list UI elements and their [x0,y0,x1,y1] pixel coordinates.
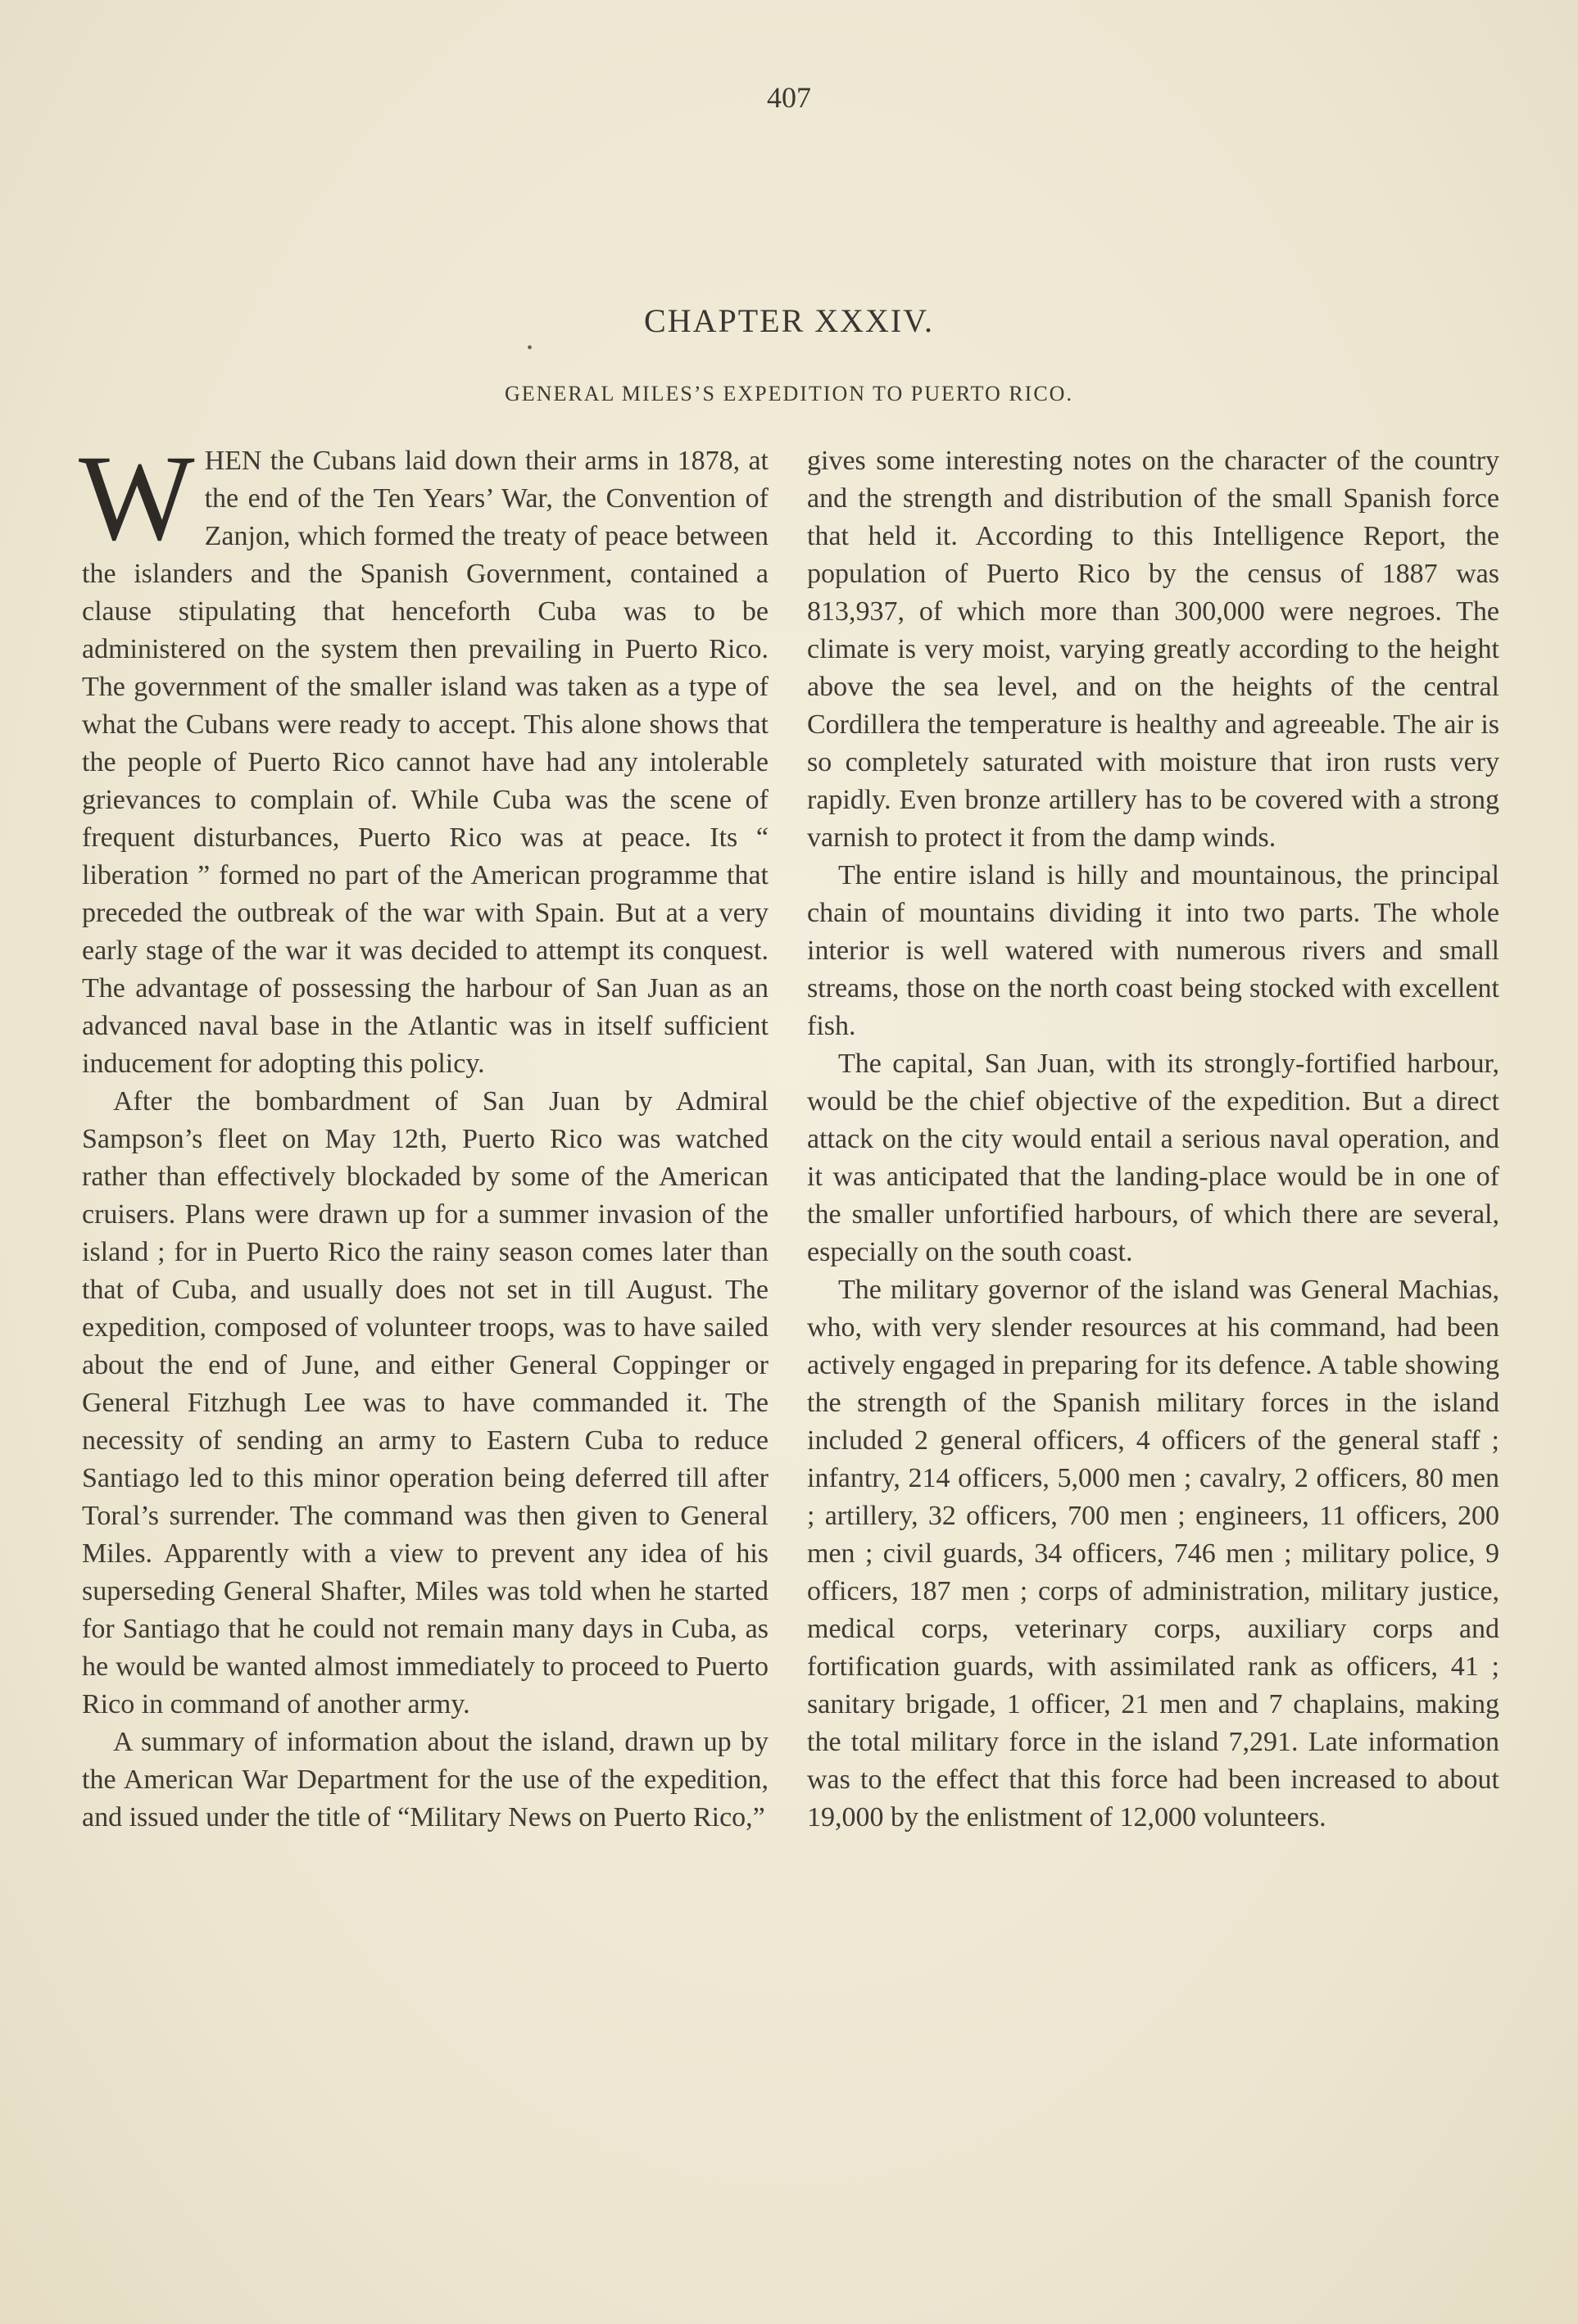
paragraph-text: HEN the Cubans laid down their arms in 1878, at the end of the Ten Years’ War, the Convention of Zanjon, which formed the treaty of peace between the islanders and the Spanish Government, contained a clause stipulating that henceforth Cuba was to be administered on the system then prevailing in Puerto Rico. The government of the smaller island was taken as a type of what the Cubans were ready to accept. This alone shows that the people of Puerto Rico cannot have had any intolerable grievances to complain of. While Cuba was the scene of frequent disturbances, Puerto Rico was at peace. Its “ liberation ” formed no part of the American programme that preceded the outbreak of the war with Spain. But at a very early stage of the war it was decided to attempt its conquest. The advantage of possessing the harbour of San Juan as an advanced naval base in the Atlantic was in itself sufficient inducement for adopting this policy. [82,446,769,1079]
paragraph: The capital, San Juan, with its strongly-fortified harbour, would be the chief objective of the expedition. But a direct attack on the city would entail a serious naval operation, and it was anticipated that the landing-place would be in one of the smaller unfortified harbours, of which there are several, especially on the south coast. [807,1049,1499,1267]
left-column [79,430,769,1837]
right-column [807,442,1499,1837]
paragraph: The military governor of the island was General Machias, who, with very slender resources at his command, had been actively engaged in preparing for its defence. A table showing the strength of the Spanish military forces in the island included 2 general officers, 4 officers of the general staff ; infantry, 214 officers, 5,000 men ; cavalry, 2 officers, 80 men ; artillery, 32 officers, 700 men ; engineers, 11 officers, 200 men ; civil guards, 34 officers, 746 men ; military police, 9 officers, 187 men ; corps of administration, military justice, medical corps, veterinary corps, auxiliary corps and fortification guards, with assimilated rank as officers, 41 ; sanitary brigade, 1 officer, 21 men and 7 chaplains, making the total military force in the island 7,291. Late information was to the effect that this force had been increased to about 19,000 by the enlistment of 12,000 volunteers. [807,1275,1499,1832]
chapter-subtitle: GENERAL MILES’S EXPEDITION TO PUERTO RICO. [505,382,1073,405]
paragraph [79,430,769,1083]
paragraph: The entire island is hilly and mountainous, the principal chain of mountains dividing it into two parts. The whole interior is well watered with numerous rivers and small streams, those on the north coast being stocked with excellent fish. [807,860,1499,1041]
title-ornament-dot: • [527,339,533,357]
page-number: 407 [767,81,811,114]
paragraph: After the bombardment of San Juan by Admiral Sampson’s fleet on May 12th, Puerto Rico was watched rather than effectively blockaded by some of the American cruisers. Plans were drawn up for a summer invasion of the island ; for in Puerto Rico the rainy season comes later than that of Cuba, and usually does not set in till August. The expedition, composed of volunteer troops, was to have sailed about the end of June, and either General Coppinger or General Fitzhugh Lee was to have commanded it. The necessity of sending an army to Eastern Cuba to reduce Santiago led to this minor operation being deferred till after Toral’s surrender. The command was then given to General Miles. Apparently with a view to prevent any idea of his superseding General Shafter, Miles was told when he started for Santiago that he could not remain many days in Cuba, as he would be wanted almost immediately to proceed to Puerto Rico in command of another army. [82,1086,769,1719]
drop-cap: W [79,430,195,566]
chapter-title: CHAPTER XXXIV. [644,302,934,339]
paragraph: A summary of information about the island, drawn up by the American War Department for the use of the expedition, and issued under the title of “Military News on Puerto Rico,” [82,1727,769,1832]
paragraph: gives some interesting notes on the character of the country and the strength and distribution of the small Spanish force that held it. According to this Intelligence Report, the population of Puerto Rico by the census of 1887 was 813,937, of which more than 300,000 were negroes. The climate is very moist, varying greatly according to the height above the sea level, and on the heights of the central Cordillera the temperature is healthy and agreeable. The air is so completely saturated with moisture that iron rusts very rapidly. Even bronze artillery has to be covered with a strong varnish to protect it from the damp winds. [807,446,1499,853]
